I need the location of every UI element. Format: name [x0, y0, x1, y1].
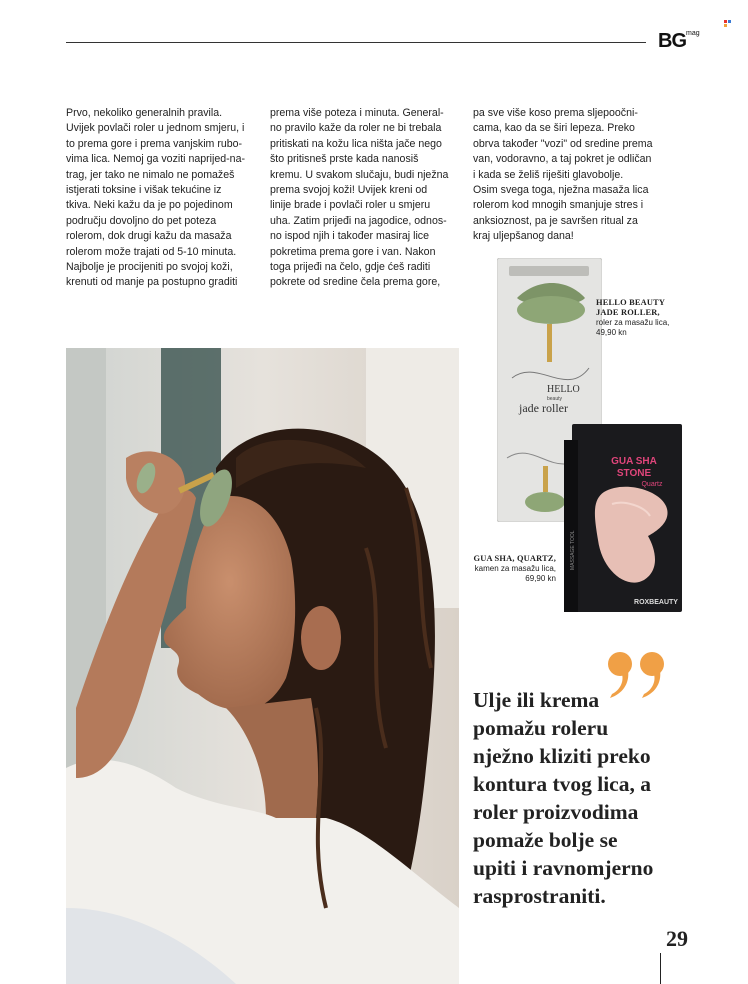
page-number: 29 — [666, 926, 688, 951]
guasha-pack-title-1: GUA SHA — [611, 456, 657, 467]
corner-accent-dots-icon — [724, 20, 732, 28]
article-column-1: Prvo, nekoliko generalnih pravila. Uvijek povlači roler u jednom smjeru, i to prema gore i prema vanjskim rubo- vima lica. Nemoj ga voziti naprijed-na- trag, jer tako ne nimalo ne pomažeš istjerati toksine i višak tekućine iz tkiva. Neki kažu da je po pojedinom području dovoljno do pet poteza rolerom, dok drugi kažu da masaža rolerom može trajati od 5-10 minuta. Najbolje je procijeniti po svojoj koži, krenuti od manje pa postupno graditi — [66, 107, 245, 289]
jade-pack-brand: HELLO — [547, 384, 580, 395]
guasha-pack-brand: ROXBEAUTY — [634, 599, 678, 606]
page-number-bar — [660, 953, 661, 984]
guasha-desc: kamen za masažu lica, — [474, 564, 556, 573]
article-column-3: pa sve više koso prema sljepoočni- cama, kao da se širi lepeza. Preko obrva također "vozi" od sredine prema van, vodoravno, a taj pokret je odličan i kada se želiš riješiti glavobolje. Osim svega toga, nježna masaža lica rolerom kod mnogih smanjuje stres i anksioznost, pa je savršen ritual za kraj uljepšanog dana! — [473, 107, 653, 243]
pull-quote: Ulje ili krema pomažu roleru nježno kliziti preko kontura tvog lica, a roler proizvodima pomaže bolje se upiti i ravnomjerno rasprostraniti. — [473, 688, 654, 908]
guasha-pack-sub: Quartz — [641, 481, 663, 488]
jade-desc: roler za masažu lica, — [596, 318, 670, 327]
logo-sub: mag — [686, 30, 700, 37]
jade-price: 49,90 kn — [596, 328, 627, 337]
guasha-price: 69,90 kn — [525, 574, 556, 583]
guasha-name: GUA SHA, QUARTZ, — [473, 554, 556, 563]
article-column-2: prema više poteza i minuta. General- no pravilo kaže da roler ne bi trebala pritiskati na kožu lica ništa jače nego što pritisneš prste kada nanosiš kremu. U svakom slučaju, budi nježna prema svojoj koži! Uvijek kreni od linije brade i povlači roler u smjeru uha. Zatim prijeđi na jagodice, odnos- no ispod njih i također masiraj lice pokretima prema gore i van. Nakon toga prijeđi na čelo, gdje ćeš raditi pokrete od sredine čela prema gore, — [270, 107, 449, 289]
jade-name-line2: JADE ROLLER, — [596, 308, 660, 317]
guasha-pack-title-2: STONE — [616, 468, 652, 479]
jade-pack-title: jade roller — [519, 401, 568, 415]
logo-main: BG — [658, 30, 686, 52]
guasha-pack-side: MASSAGE TOOL — [570, 530, 576, 570]
gua-sha-label — [456, 554, 556, 584]
jade-pack-brand-sub: beauty — [547, 396, 563, 402]
jade-name-line1: HELLO BEAUTY — [596, 298, 666, 307]
woman-using-jade-roller-photo — [66, 348, 459, 984]
magazine-logo — [658, 30, 700, 53]
jade-roller-label — [596, 298, 692, 338]
header-rule — [66, 42, 646, 43]
gua-sha-package — [564, 420, 684, 614]
